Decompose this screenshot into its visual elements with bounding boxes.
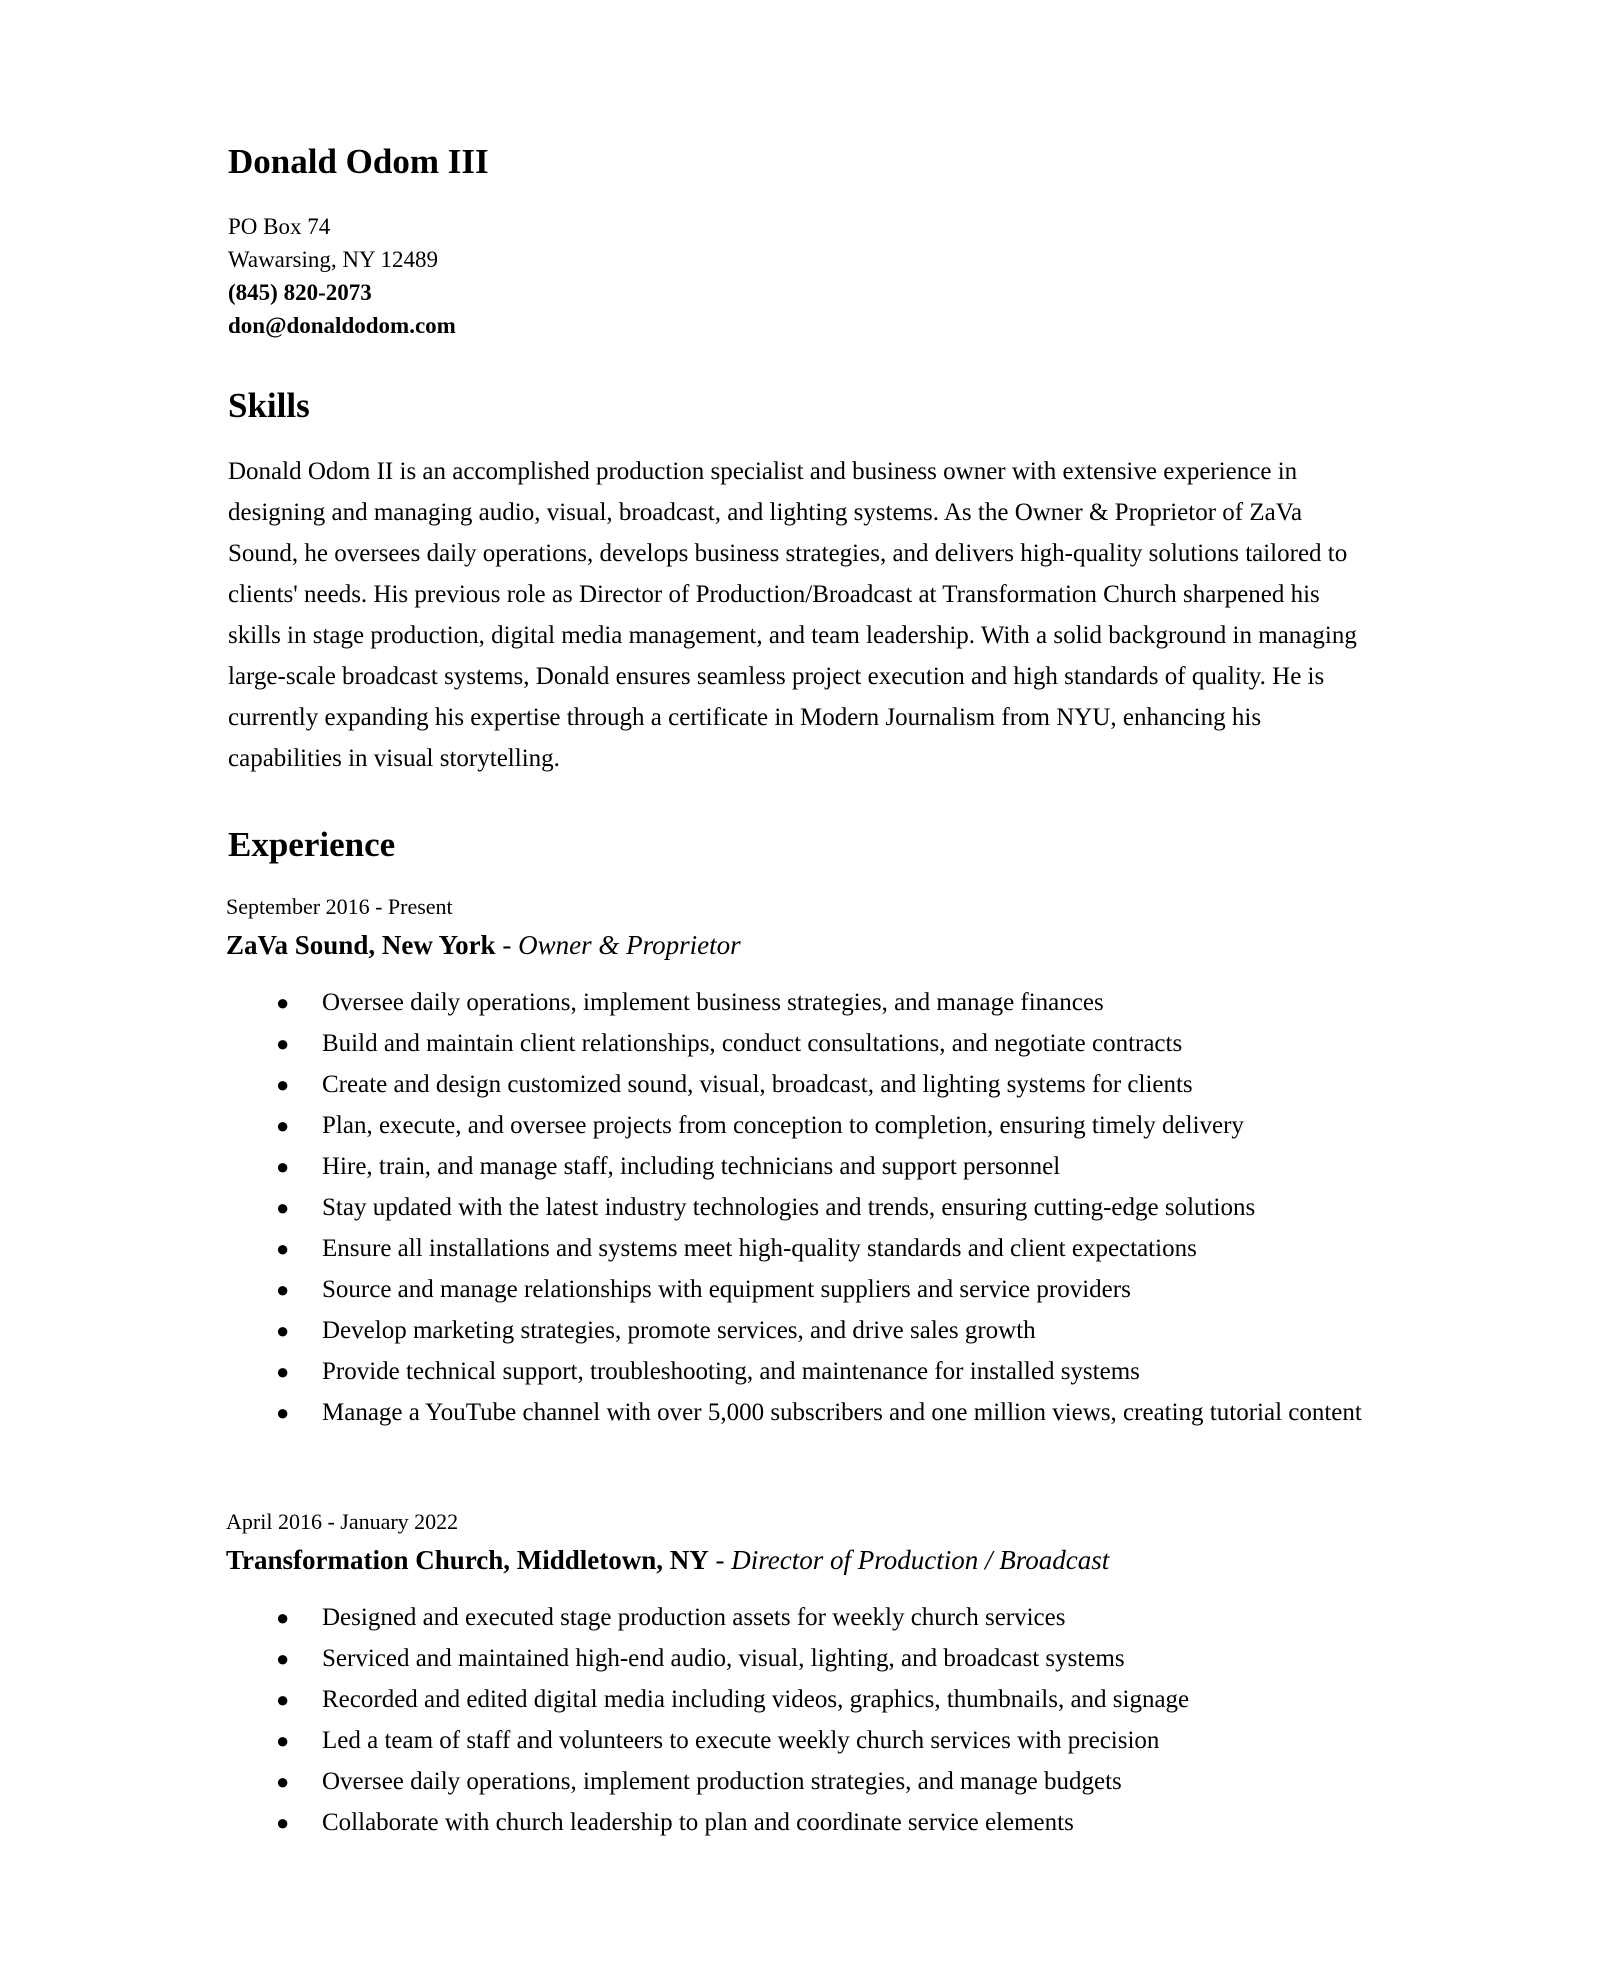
list-item: [226, 1269, 1362, 1310]
bullet-text: Stay updated with the latest industry technologies and trends, ensuring cutting-edge solutions: [322, 1194, 1256, 1221]
job-entry-zava-sound: [226, 892, 1376, 1433]
bullet-text: Plan, execute, and oversee projects from conception to completion, ensuring timely delivery: [322, 1112, 1244, 1139]
job-company: Transformation Church, Middletown, NY: [226, 1545, 709, 1575]
bullet-icon: ●: [276, 1072, 290, 1097]
bullet-icon: ●: [276, 1359, 290, 1384]
bullet-text: Led a team of staff and volunteers to execute weekly church services with precision: [322, 1727, 1160, 1754]
job-separator: -: [708, 1545, 732, 1575]
list-item: [226, 1146, 1362, 1187]
job-entry-transformation-church: [226, 1507, 1376, 1843]
bullet-icon: ●: [276, 1113, 290, 1138]
bullet-text: Oversee daily operations, implement production strategies, and manage budgets: [322, 1768, 1122, 1795]
bullet-icon: ●: [276, 1646, 290, 1671]
bullet-icon: ●: [276, 1400, 290, 1425]
phone-number: (845) 820-2073: [228, 280, 372, 305]
bullet-icon: ●: [276, 1810, 290, 1835]
skills-heading: Skills: [228, 386, 310, 425]
list-item: [226, 1679, 1362, 1720]
list-item: [226, 1720, 1362, 1761]
bullet-text: Develop marketing strategies, promote services, and drive sales growth: [322, 1317, 1036, 1344]
contact-block: [228, 210, 456, 342]
bullet-text: Provide technical support, troubleshooting, and maintenance for installed systems: [322, 1358, 1140, 1385]
bullet-text: Collaborate with church leadership to plan and coordinate service elements: [322, 1809, 1074, 1836]
list-item: [226, 1187, 1362, 1228]
job-company: ZaVa Sound, New York: [226, 930, 496, 960]
list-item: [226, 1802, 1362, 1843]
bullet-text: Build and maintain client relationships, conduct consultations, and negotiate contracts: [322, 1030, 1183, 1057]
list-item: [226, 1597, 1362, 1638]
job-dates: September 2016 - Present: [226, 894, 453, 919]
experience-heading: Experience: [228, 825, 396, 864]
job-header: [226, 1543, 1376, 1577]
bullet-text: Ensure all installations and systems meet high-quality standards and client expectations: [322, 1235, 1197, 1262]
list-item: [226, 1064, 1362, 1105]
bullet-text: Create and design customized sound, visual, broadcast, and lighting systems for clients: [322, 1071, 1193, 1098]
bullet-icon: ●: [276, 1728, 290, 1753]
list-item: [226, 1761, 1362, 1802]
bullet-text: Source and manage relationships with equipment suppliers and service providers: [322, 1276, 1131, 1303]
bullet-icon: ●: [276, 1236, 290, 1261]
bullet-text: Hire, train, and manage staff, including technicians and support personnel: [322, 1153, 1061, 1180]
job-bullet-list: [226, 982, 1376, 1433]
list-item: [226, 1228, 1362, 1269]
bullet-text: Manage a YouTube channel with over 5,000 subscribers and one million views, creating tutorial content: [322, 1399, 1362, 1426]
bullet-text: Serviced and maintained high-end audio, visual, lighting, and broadcast systems: [322, 1645, 1125, 1672]
bullet-icon: ●: [276, 1154, 290, 1179]
skills-summary: Donald Odom II is an accomplished production specialist and business owner with extensive experience in designing and managing audio, visual, broadcast, and lighting systems. As the Owner & Proprietor of ZaVa Sound, he oversees daily operations, develops business strategies, and delivers high-quality solutions tailored to clients' needs. His previous role as Director of Production/Broadcast at Transformation Church sharpened his skills in stage production, digital media management, and team leadership. With a solid background in managing large-scale broadcast systems, Donald ensures seamless project execution and high standards of quality. He is currently expanding his expertise through a certificate in Modern Journalism from NYU, enhancing his capabilities in visual storytelling.: [228, 458, 1357, 772]
list-item: [226, 1392, 1362, 1433]
bullet-text: Oversee daily operations, implement business strategies, and manage finances: [322, 989, 1104, 1016]
email-address: don@donaldodom.com: [228, 313, 456, 338]
list-item: [226, 982, 1362, 1023]
bullet-text: Designed and executed stage production assets for weekly church services: [322, 1604, 1066, 1631]
list-item: [226, 1638, 1362, 1679]
bullet-icon: ●: [276, 1769, 290, 1794]
list-item: [226, 1105, 1362, 1146]
job-role: Director of Production / Broadcast: [731, 1545, 1110, 1575]
bullet-text: Recorded and edited digital media including videos, graphics, thumbnails, and signage: [322, 1686, 1190, 1713]
job-separator: -: [495, 930, 519, 960]
bullet-icon: ●: [276, 1277, 290, 1302]
bullet-icon: ●: [276, 1318, 290, 1343]
bullet-icon: ●: [276, 1605, 290, 1630]
job-dates: April 2016 - January 2022: [226, 1509, 459, 1534]
job-bullet-list: [226, 1597, 1376, 1843]
list-item: [226, 1023, 1362, 1064]
bullet-icon: ●: [276, 990, 290, 1015]
address-line-1: PO Box 74: [228, 214, 331, 239]
bullet-icon: ●: [276, 1031, 290, 1056]
bullet-icon: ●: [276, 1195, 290, 1220]
job-header: [226, 928, 1376, 962]
list-item: [226, 1351, 1362, 1392]
list-item: [226, 1310, 1362, 1351]
address-line-2: Wawarsing, NY 12489: [228, 247, 439, 272]
resume-name: Donald Odom III: [228, 142, 489, 181]
job-role: Owner & Proprietor: [518, 930, 741, 960]
bullet-icon: ●: [276, 1687, 290, 1712]
